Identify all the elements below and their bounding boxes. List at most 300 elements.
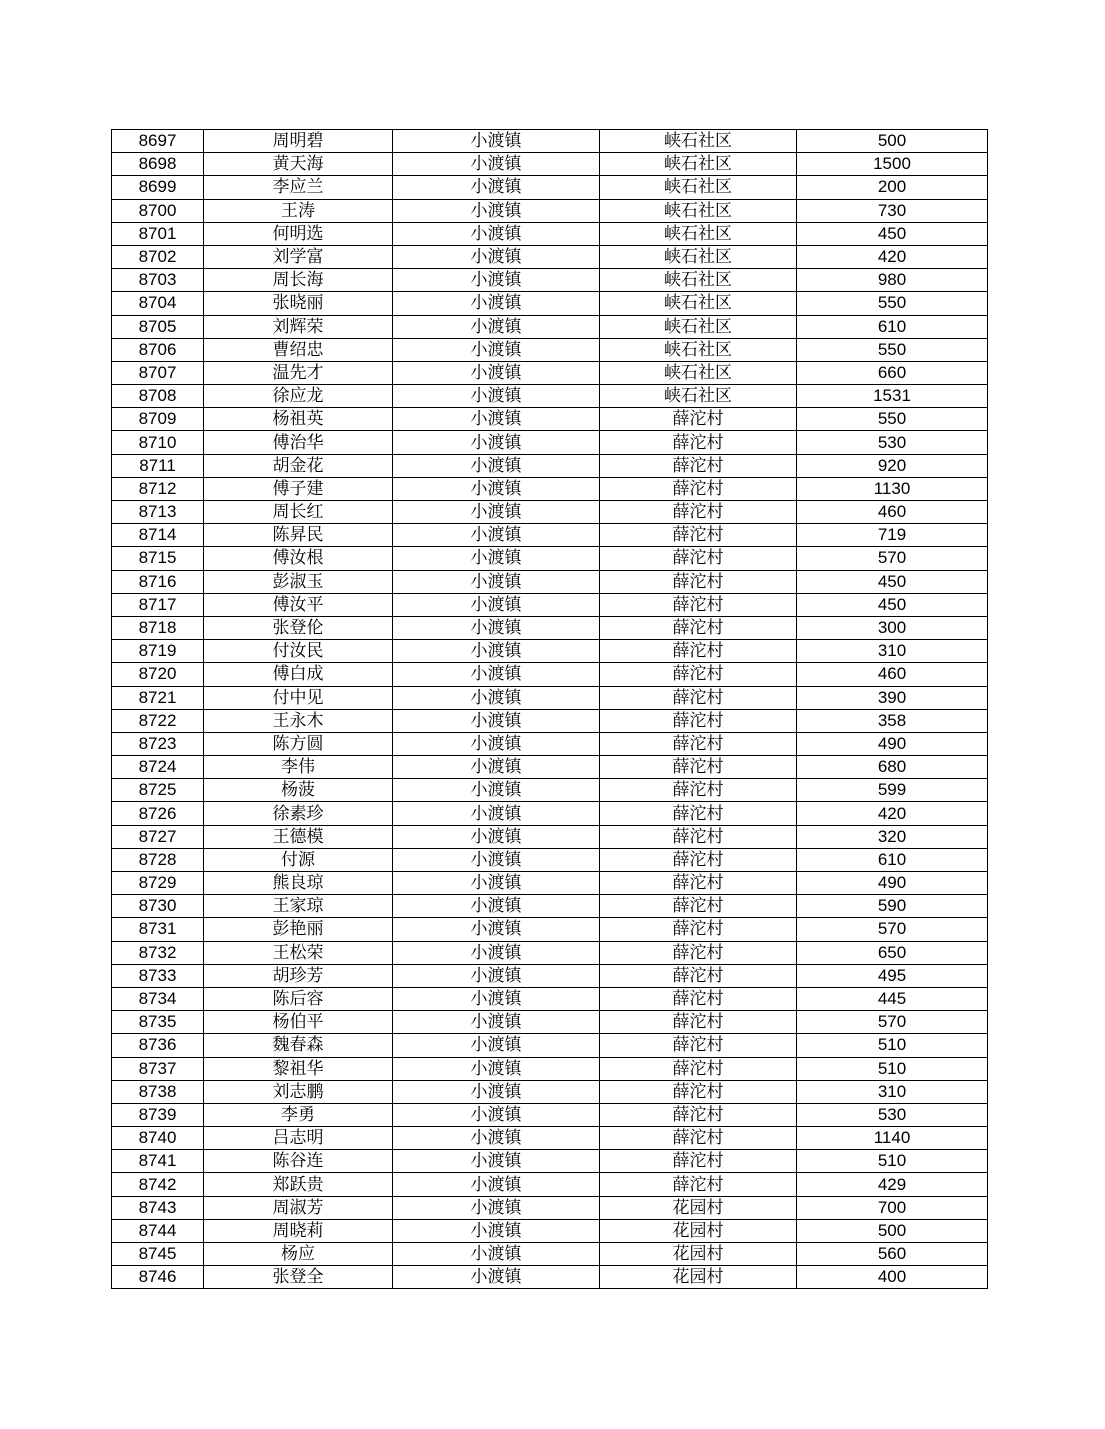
table-row — [112, 918, 988, 941]
village-cell: 薛沱村 — [600, 1150, 797, 1173]
table-row — [112, 1127, 988, 1150]
table-row — [112, 1034, 988, 1057]
name-cell: 杨祖英 — [204, 408, 393, 431]
village-cell: 薛沱村 — [600, 686, 797, 709]
table-row — [112, 1243, 988, 1266]
village-cell: 薛沱村 — [600, 1080, 797, 1103]
record-id-cell: 8733 — [112, 964, 204, 987]
town-cell: 小渡镇 — [393, 176, 600, 199]
amount-cell: 719 — [797, 524, 988, 547]
town-cell: 小渡镇 — [393, 222, 600, 245]
amount-cell: 570 — [797, 1011, 988, 1034]
town-cell: 小渡镇 — [393, 941, 600, 964]
village-cell: 薛沱村 — [600, 570, 797, 593]
table-row — [112, 315, 988, 338]
amount-cell: 460 — [797, 663, 988, 686]
town-cell: 小渡镇 — [393, 756, 600, 779]
name-cell: 刘学富 — [204, 245, 393, 268]
town-cell: 小渡镇 — [393, 1196, 600, 1219]
town-cell: 小渡镇 — [393, 431, 600, 454]
table-row — [112, 454, 988, 477]
village-cell: 薛沱村 — [600, 779, 797, 802]
village-cell: 花园村 — [600, 1243, 797, 1266]
village-cell: 峡石社区 — [600, 315, 797, 338]
town-cell: 小渡镇 — [393, 1150, 600, 1173]
record-id-cell: 8705 — [112, 315, 204, 338]
village-cell: 薛沱村 — [600, 1127, 797, 1150]
town-cell: 小渡镇 — [393, 547, 600, 570]
name-cell: 周长海 — [204, 269, 393, 292]
table-row — [112, 361, 988, 384]
amount-cell: 1531 — [797, 385, 988, 408]
table-row — [112, 1266, 988, 1289]
town-cell: 小渡镇 — [393, 454, 600, 477]
roster-table — [111, 129, 988, 1289]
town-cell: 小渡镇 — [393, 408, 600, 431]
record-id-cell: 8697 — [112, 130, 204, 153]
record-id-cell: 8734 — [112, 987, 204, 1010]
name-cell: 彭艳丽 — [204, 918, 393, 941]
name-cell: 徐素珍 — [204, 802, 393, 825]
town-cell: 小渡镇 — [393, 1103, 600, 1126]
village-cell: 峡石社区 — [600, 338, 797, 361]
table-row — [112, 176, 988, 199]
record-id-cell: 8702 — [112, 245, 204, 268]
table-row — [112, 245, 988, 268]
amount-cell: 300 — [797, 616, 988, 639]
amount-cell: 445 — [797, 987, 988, 1010]
amount-cell: 490 — [797, 732, 988, 755]
village-cell: 峡石社区 — [600, 199, 797, 222]
name-cell: 周长红 — [204, 501, 393, 524]
record-id-cell: 8729 — [112, 872, 204, 895]
record-id-cell: 8746 — [112, 1266, 204, 1289]
town-cell: 小渡镇 — [393, 663, 600, 686]
village-cell: 薛沱村 — [600, 1103, 797, 1126]
name-cell: 傅汝根 — [204, 547, 393, 570]
town-cell: 小渡镇 — [393, 802, 600, 825]
name-cell: 王永木 — [204, 709, 393, 732]
town-cell: 小渡镇 — [393, 385, 600, 408]
village-cell: 薛沱村 — [600, 987, 797, 1010]
village-cell: 薛沱村 — [600, 918, 797, 941]
village-cell: 薛沱村 — [600, 895, 797, 918]
table-row — [112, 1080, 988, 1103]
village-cell: 薛沱村 — [600, 825, 797, 848]
name-cell: 曹绍忠 — [204, 338, 393, 361]
village-cell: 薛沱村 — [600, 547, 797, 570]
table-row — [112, 1219, 988, 1242]
amount-cell: 450 — [797, 570, 988, 593]
town-cell: 小渡镇 — [393, 640, 600, 663]
amount-cell: 1140 — [797, 1127, 988, 1150]
town-cell: 小渡镇 — [393, 338, 600, 361]
village-cell: 薛沱村 — [600, 616, 797, 639]
record-id-cell: 8718 — [112, 616, 204, 639]
name-cell: 陈昇民 — [204, 524, 393, 547]
record-id-cell: 8706 — [112, 338, 204, 361]
town-cell: 小渡镇 — [393, 130, 600, 153]
record-id-cell: 8716 — [112, 570, 204, 593]
table-row — [112, 779, 988, 802]
name-cell: 熊良琼 — [204, 872, 393, 895]
record-id-cell: 8740 — [112, 1127, 204, 1150]
record-id-cell: 8725 — [112, 779, 204, 802]
village-cell: 薛沱村 — [600, 477, 797, 500]
town-cell: 小渡镇 — [393, 1243, 600, 1266]
record-id-cell: 8735 — [112, 1011, 204, 1034]
town-cell: 小渡镇 — [393, 1266, 600, 1289]
village-cell: 峡石社区 — [600, 176, 797, 199]
town-cell: 小渡镇 — [393, 779, 600, 802]
amount-cell: 980 — [797, 269, 988, 292]
record-id-cell: 8724 — [112, 756, 204, 779]
town-cell: 小渡镇 — [393, 964, 600, 987]
amount-cell: 460 — [797, 501, 988, 524]
record-id-cell: 8711 — [112, 454, 204, 477]
village-cell: 薛沱村 — [600, 593, 797, 616]
table-row — [112, 199, 988, 222]
table-row — [112, 1011, 988, 1034]
record-id-cell: 8699 — [112, 176, 204, 199]
amount-cell: 390 — [797, 686, 988, 709]
name-cell: 王涛 — [204, 199, 393, 222]
record-id-cell: 8742 — [112, 1173, 204, 1196]
record-id-cell: 8714 — [112, 524, 204, 547]
table-row — [112, 1150, 988, 1173]
record-id-cell: 8704 — [112, 292, 204, 315]
name-cell: 黎祖华 — [204, 1057, 393, 1080]
village-cell: 花园村 — [600, 1219, 797, 1242]
town-cell: 小渡镇 — [393, 361, 600, 384]
amount-cell: 550 — [797, 338, 988, 361]
name-cell: 温先才 — [204, 361, 393, 384]
name-cell: 李应兰 — [204, 176, 393, 199]
name-cell: 彭淑玉 — [204, 570, 393, 593]
village-cell: 薛沱村 — [600, 408, 797, 431]
name-cell: 付中见 — [204, 686, 393, 709]
record-id-cell: 8743 — [112, 1196, 204, 1219]
amount-cell: 700 — [797, 1196, 988, 1219]
record-id-cell: 8736 — [112, 1034, 204, 1057]
town-cell: 小渡镇 — [393, 1057, 600, 1080]
amount-cell: 500 — [797, 130, 988, 153]
village-cell: 薛沱村 — [600, 1057, 797, 1080]
amount-cell: 495 — [797, 964, 988, 987]
record-id-cell: 8708 — [112, 385, 204, 408]
town-cell: 小渡镇 — [393, 153, 600, 176]
amount-cell: 310 — [797, 1080, 988, 1103]
name-cell: 吕志明 — [204, 1127, 393, 1150]
table-row — [112, 848, 988, 871]
name-cell: 王松荣 — [204, 941, 393, 964]
name-cell: 张登伦 — [204, 616, 393, 639]
name-cell: 胡金花 — [204, 454, 393, 477]
village-cell: 峡石社区 — [600, 222, 797, 245]
town-cell: 小渡镇 — [393, 292, 600, 315]
amount-cell: 1130 — [797, 477, 988, 500]
name-cell: 张晓丽 — [204, 292, 393, 315]
record-id-cell: 8728 — [112, 848, 204, 871]
village-cell: 峡石社区 — [600, 130, 797, 153]
amount-cell: 358 — [797, 709, 988, 732]
roster-table-body — [112, 130, 988, 1289]
village-cell: 薛沱村 — [600, 1034, 797, 1057]
name-cell: 傅白成 — [204, 663, 393, 686]
village-cell: 薛沱村 — [600, 848, 797, 871]
table-row — [112, 802, 988, 825]
table-row — [112, 686, 988, 709]
village-cell: 峡石社区 — [600, 385, 797, 408]
table-row — [112, 477, 988, 500]
record-id-cell: 8726 — [112, 802, 204, 825]
village-cell: 花园村 — [600, 1196, 797, 1219]
table-row — [112, 616, 988, 639]
table-row — [112, 501, 988, 524]
amount-cell: 490 — [797, 872, 988, 895]
table-row — [112, 1057, 988, 1080]
table-row — [112, 130, 988, 153]
town-cell: 小渡镇 — [393, 524, 600, 547]
village-cell: 薛沱村 — [600, 640, 797, 663]
name-cell: 王德模 — [204, 825, 393, 848]
town-cell: 小渡镇 — [393, 269, 600, 292]
table-row — [112, 1103, 988, 1126]
amount-cell: 530 — [797, 431, 988, 454]
name-cell: 何明选 — [204, 222, 393, 245]
town-cell: 小渡镇 — [393, 1034, 600, 1057]
record-id-cell: 8700 — [112, 199, 204, 222]
amount-cell: 599 — [797, 779, 988, 802]
name-cell: 傅汝平 — [204, 593, 393, 616]
name-cell: 王家琼 — [204, 895, 393, 918]
amount-cell: 730 — [797, 199, 988, 222]
name-cell: 杨应 — [204, 1243, 393, 1266]
town-cell: 小渡镇 — [393, 593, 600, 616]
name-cell: 周明碧 — [204, 130, 393, 153]
village-cell: 峡石社区 — [600, 292, 797, 315]
table-row — [112, 640, 988, 663]
record-id-cell: 8741 — [112, 1150, 204, 1173]
record-id-cell: 8701 — [112, 222, 204, 245]
village-cell: 薛沱村 — [600, 709, 797, 732]
record-id-cell: 8727 — [112, 825, 204, 848]
amount-cell: 590 — [797, 895, 988, 918]
amount-cell: 920 — [797, 454, 988, 477]
town-cell: 小渡镇 — [393, 872, 600, 895]
record-id-cell: 8731 — [112, 918, 204, 941]
name-cell: 付汝民 — [204, 640, 393, 663]
record-id-cell: 8712 — [112, 477, 204, 500]
amount-cell: 570 — [797, 918, 988, 941]
table-row — [112, 408, 988, 431]
table-row — [112, 941, 988, 964]
town-cell: 小渡镇 — [393, 895, 600, 918]
town-cell: 小渡镇 — [393, 987, 600, 1010]
amount-cell: 560 — [797, 1243, 988, 1266]
name-cell: 陈后容 — [204, 987, 393, 1010]
name-cell: 李勇 — [204, 1103, 393, 1126]
table-row — [112, 709, 988, 732]
record-id-cell: 8738 — [112, 1080, 204, 1103]
village-cell: 薛沱村 — [600, 663, 797, 686]
village-cell: 薛沱村 — [600, 1011, 797, 1034]
name-cell: 陈谷连 — [204, 1150, 393, 1173]
record-id-cell: 8709 — [112, 408, 204, 431]
name-cell: 陈方圆 — [204, 732, 393, 755]
town-cell: 小渡镇 — [393, 732, 600, 755]
amount-cell: 429 — [797, 1173, 988, 1196]
amount-cell: 450 — [797, 222, 988, 245]
record-id-cell: 8723 — [112, 732, 204, 755]
table-row — [112, 756, 988, 779]
town-cell: 小渡镇 — [393, 616, 600, 639]
town-cell: 小渡镇 — [393, 709, 600, 732]
table-row — [112, 222, 988, 245]
town-cell: 小渡镇 — [393, 315, 600, 338]
name-cell: 杨菠 — [204, 779, 393, 802]
village-cell: 薛沱村 — [600, 1173, 797, 1196]
table-row — [112, 987, 988, 1010]
town-cell: 小渡镇 — [393, 570, 600, 593]
town-cell: 小渡镇 — [393, 918, 600, 941]
record-id-cell: 8710 — [112, 431, 204, 454]
amount-cell: 680 — [797, 756, 988, 779]
village-cell: 薛沱村 — [600, 756, 797, 779]
table-row — [112, 547, 988, 570]
name-cell: 傅治华 — [204, 431, 393, 454]
village-cell: 薛沱村 — [600, 941, 797, 964]
village-cell: 薛沱村 — [600, 431, 797, 454]
village-cell: 薛沱村 — [600, 964, 797, 987]
record-id-cell: 8745 — [112, 1243, 204, 1266]
name-cell: 刘志鹏 — [204, 1080, 393, 1103]
record-id-cell: 8744 — [112, 1219, 204, 1242]
village-cell: 薛沱村 — [600, 501, 797, 524]
village-cell: 峡石社区 — [600, 153, 797, 176]
record-id-cell: 8703 — [112, 269, 204, 292]
amount-cell: 500 — [797, 1219, 988, 1242]
table-row — [112, 570, 988, 593]
village-cell: 峡石社区 — [600, 245, 797, 268]
village-cell: 薛沱村 — [600, 524, 797, 547]
table-row — [112, 338, 988, 361]
name-cell: 付源 — [204, 848, 393, 871]
name-cell: 杨伯平 — [204, 1011, 393, 1034]
amount-cell: 200 — [797, 176, 988, 199]
name-cell: 魏春森 — [204, 1034, 393, 1057]
amount-cell: 510 — [797, 1057, 988, 1080]
town-cell: 小渡镇 — [393, 501, 600, 524]
town-cell: 小渡镇 — [393, 245, 600, 268]
amount-cell: 420 — [797, 802, 988, 825]
table-row — [112, 663, 988, 686]
record-id-cell: 8720 — [112, 663, 204, 686]
name-cell: 傅子建 — [204, 477, 393, 500]
record-id-cell: 8722 — [112, 709, 204, 732]
amount-cell: 550 — [797, 292, 988, 315]
amount-cell: 550 — [797, 408, 988, 431]
record-id-cell: 8737 — [112, 1057, 204, 1080]
name-cell: 刘辉荣 — [204, 315, 393, 338]
amount-cell: 530 — [797, 1103, 988, 1126]
record-id-cell: 8732 — [112, 941, 204, 964]
village-cell: 薛沱村 — [600, 872, 797, 895]
table-row — [112, 1196, 988, 1219]
record-id-cell: 8717 — [112, 593, 204, 616]
amount-cell: 450 — [797, 593, 988, 616]
amount-cell: 650 — [797, 941, 988, 964]
record-id-cell: 8719 — [112, 640, 204, 663]
town-cell: 小渡镇 — [393, 1173, 600, 1196]
name-cell: 周淑芳 — [204, 1196, 393, 1219]
table-row — [112, 1173, 988, 1196]
record-id-cell: 8713 — [112, 501, 204, 524]
village-cell: 薛沱村 — [600, 454, 797, 477]
table-row — [112, 385, 988, 408]
amount-cell: 510 — [797, 1034, 988, 1057]
town-cell: 小渡镇 — [393, 848, 600, 871]
table-row — [112, 153, 988, 176]
name-cell: 李伟 — [204, 756, 393, 779]
village-cell: 薛沱村 — [600, 732, 797, 755]
table-row — [112, 732, 988, 755]
table-row — [112, 292, 988, 315]
record-id-cell: 8730 — [112, 895, 204, 918]
record-id-cell: 8739 — [112, 1103, 204, 1126]
table-row — [112, 895, 988, 918]
table-row — [112, 593, 988, 616]
town-cell: 小渡镇 — [393, 825, 600, 848]
amount-cell: 610 — [797, 315, 988, 338]
table-row — [112, 964, 988, 987]
amount-cell: 1500 — [797, 153, 988, 176]
town-cell: 小渡镇 — [393, 1080, 600, 1103]
record-id-cell: 8707 — [112, 361, 204, 384]
table-row — [112, 524, 988, 547]
amount-cell: 570 — [797, 547, 988, 570]
town-cell: 小渡镇 — [393, 1219, 600, 1242]
amount-cell: 310 — [797, 640, 988, 663]
name-cell: 黄天海 — [204, 153, 393, 176]
name-cell: 胡珍芳 — [204, 964, 393, 987]
amount-cell: 660 — [797, 361, 988, 384]
village-cell: 花园村 — [600, 1266, 797, 1289]
table-row — [112, 269, 988, 292]
town-cell: 小渡镇 — [393, 477, 600, 500]
record-id-cell: 8721 — [112, 686, 204, 709]
town-cell: 小渡镇 — [393, 1127, 600, 1150]
town-cell: 小渡镇 — [393, 199, 600, 222]
name-cell: 周晓莉 — [204, 1219, 393, 1242]
amount-cell: 320 — [797, 825, 988, 848]
table-row — [112, 431, 988, 454]
village-cell: 薛沱村 — [600, 802, 797, 825]
name-cell: 郑跃贵 — [204, 1173, 393, 1196]
record-id-cell: 8715 — [112, 547, 204, 570]
amount-cell: 400 — [797, 1266, 988, 1289]
village-cell: 峡石社区 — [600, 269, 797, 292]
table-row — [112, 825, 988, 848]
table-row — [112, 872, 988, 895]
amount-cell: 420 — [797, 245, 988, 268]
town-cell: 小渡镇 — [393, 686, 600, 709]
name-cell: 徐应龙 — [204, 385, 393, 408]
town-cell: 小渡镇 — [393, 1011, 600, 1034]
amount-cell: 510 — [797, 1150, 988, 1173]
name-cell: 张登全 — [204, 1266, 393, 1289]
record-id-cell: 8698 — [112, 153, 204, 176]
